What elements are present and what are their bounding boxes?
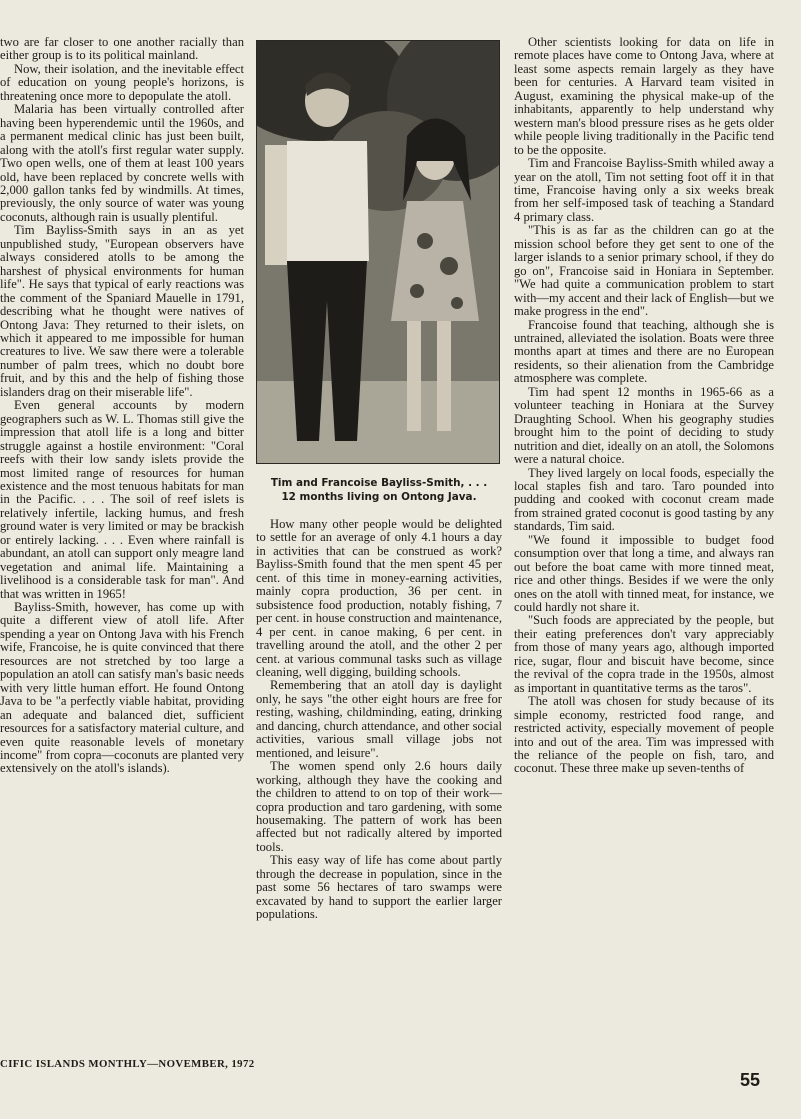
caption-line: Tim and Francoise Bayliss-Smith, . . . [270,477,488,489]
paragraph: "This is as far as the children can go at the mission school before they get sent to one of the larger islands to a senior primary school, if they do go on", Francoise said in Honiara in September. "We had quite a communication problem to start with—my accent and their lack of English—but we make progress in the end". [514,223,774,319]
photo-caption [256,476,502,504]
column-middle [256,40,502,922]
paragraph: The atoll was chosen for study because of its simple economy, restricted food range, and restricted activity, especially movement of people into and out of the area. Tim was impressed with the reliance of the people on fish, taro, and coconut. These three make up seven-tenths of [514,694,774,776]
page-number: 55 [740,1070,761,1090]
paragraph: Tim had spent 12 months in 1965-66 as a volunteer teaching in Honiara at the Survey Draughting School. When his geography studies brought him to the point of deciding to study nutrition and diet, ideally on an atoll, the Solomons were a natural choice. [514,384,774,467]
paragraph: How many other people would be delighted to settle for an average of only 4.1 hours a day in activities that can be construed as work? Bayliss-Smith found that the men spent 45 per cent. of this time in money-earning activities, mainly copra production, 36 per cent. in subsistence food production, notably fishing, 7 per cent. in house construction and maintenance, 4 per cent. in canoe making, 6 per cent. in travelling around the atoll, and the other 2 per cent. at various communal tasks such as village cleaning, well digging, building schools. [256,517,502,679]
paragraph: The women spend only 2.6 hours daily working, although they have the cooking and the children to attend to on top of their work—copra production and taro gardening, with some housemaking. The pattern of work has been affected but not radically altered by imported tools. [256,759,502,854]
paragraph: "We found it impossible to budget food consumption over that long a time, and always ran out before the boat came with more tinned meat, rice and other things. Besides if we were the only ones on the atoll with tinned meat, for instance, we could hardly not share it. [514,532,774,615]
column-left [0,36,244,776]
paragraph: "Such foods are appreciated by the people, but their eating preferences don't vary appreciably from those of many years ago, although imported rice, sugar, flour and biscuit have become, since the revival of the copra trade in the 1950s, almost as important in quantitative terms as the taros". [514,613,774,695]
running-footer: CIFIC ISLANDS MONTHLY—NOVEMBER, 1972 [0,1058,255,1070]
paragraph: Now, their isolation, and the inevitable effect of education on young people's horizons, is threatening once more to depopulate the atoll. [0,61,244,103]
caption-line: 12 months living on Ontong Java. [281,491,477,503]
paragraph: Other scientists looking for data on life in remote places have come to Ontong Java, where at least some aspects remain largely as they have been for centuries. A Harvard team visited in August, examining the physical make-up of the inhabitants, apparently to help understand why western man's blood pressure rises as he gets older while people living traditionally in the Pacific tend to be the opposite. [514,35,774,157]
paragraph: Tim and Francoise Bayliss-Smith whiled away a year on the atoll, Tim not setting foot off it in that time, Francoise having only a six weeks break from her self-imposed task of teaching a Standard 4 primary class. [514,156,774,224]
paragraph: They lived largely on local foods, especially the local staples fish and taro. Taro pounded into pudding and cooked with coconut cream made from strained grated coconut is good tasting by any standards, Tim said. [514,465,774,534]
paragraph: Bayliss-Smith, however, has come up with quite a different view of atoll life. After spending a year on Ontong Java with his French wife, Francoise, he is quite convinced that there resources are not stretched by too large a population an atoll can satisfy man's basic needs with very little human effort. He found Ontong Java to be "a perfectly viable habitat, providing an adequate and balanced diet, sufficient resources for a satisfactory material culture, and even quite reasonable levels of monetary income" from copra—coconuts are planted very extensively on the atoll's islands). [0,600,244,776]
column-middle-text [256,518,502,922]
couple-photo-illustration [257,41,500,464]
column-right [514,36,774,776]
paragraph: Remembering that an atoll day is daylight only, he says "the other eight hours are free for resting, washing, childminding, eating, drinking and dancing, church attendance, and other social activities, various small village jobs not mentioned, and leisure". [256,678,502,760]
paragraph: This easy way of life has come about partly through the decrease in population, since in the past some 56 hectares of taro swamps were excavated by hand to support the earlier larger populations. [256,853,502,922]
paragraph: Malaria has been virtually controlled after having been hyperendemic until the 1960s, and a permanent medical clinic has just been built, along with the atoll's first regular water supply. Two open wells, one of them at least 100 years old, have been replaced by concrete wells with 2,000 gallon tanks fed by windmills. At times, previously, the only source of water was young coconuts, although rain is usually plentiful. [0,102,244,224]
paragraph: Tim Bayliss-Smith says in an as yet unpublished study, "European observers have always considered atolls to be among the harshest of physical environments for human life". He says that typical of early reactions was the comment of the Spaniard Mauelle in 1791, describing what he thought were natives of Ontong Java: They returned to their islets, on which it appeared to me impossible for human creatures to live. We saw there were a tolerable number of palm trees, which no doubt bore fruit, and by this and the help of fishing those islanders drag on their miserable life". [0,223,244,399]
paragraph: Even general accounts by modern geographers such as W. L. Thomas still give the impression that atoll life is a long and bitter struggle against a hostile environment: "Coral reefs with their low sandy islets provide the most limited range of resources for human existence and the most tenuous habitats for man in the Pacific. . . . The soil of reef islets is relatively infertile, lacking humus, and fresh ground water is very limited or may be brackish or entirely lacking. . . . Even where rainfall is abundant, an atoll can support only meagre land vegetation and animal life. Maintaining a livelihood is a considerable task for man". And that was written in 1965! [0,398,244,601]
couple-photo [256,40,500,464]
paragraph: two are far closer to one another racially than either group is to its political mainland. [0,35,244,63]
paragraph: Francoise found that teaching, although she is untrained, alleviated the isolation. Boats were three months apart at times and there are no European residents, so their alienation from the Cambridge atmosphere was complete. [514,317,774,386]
